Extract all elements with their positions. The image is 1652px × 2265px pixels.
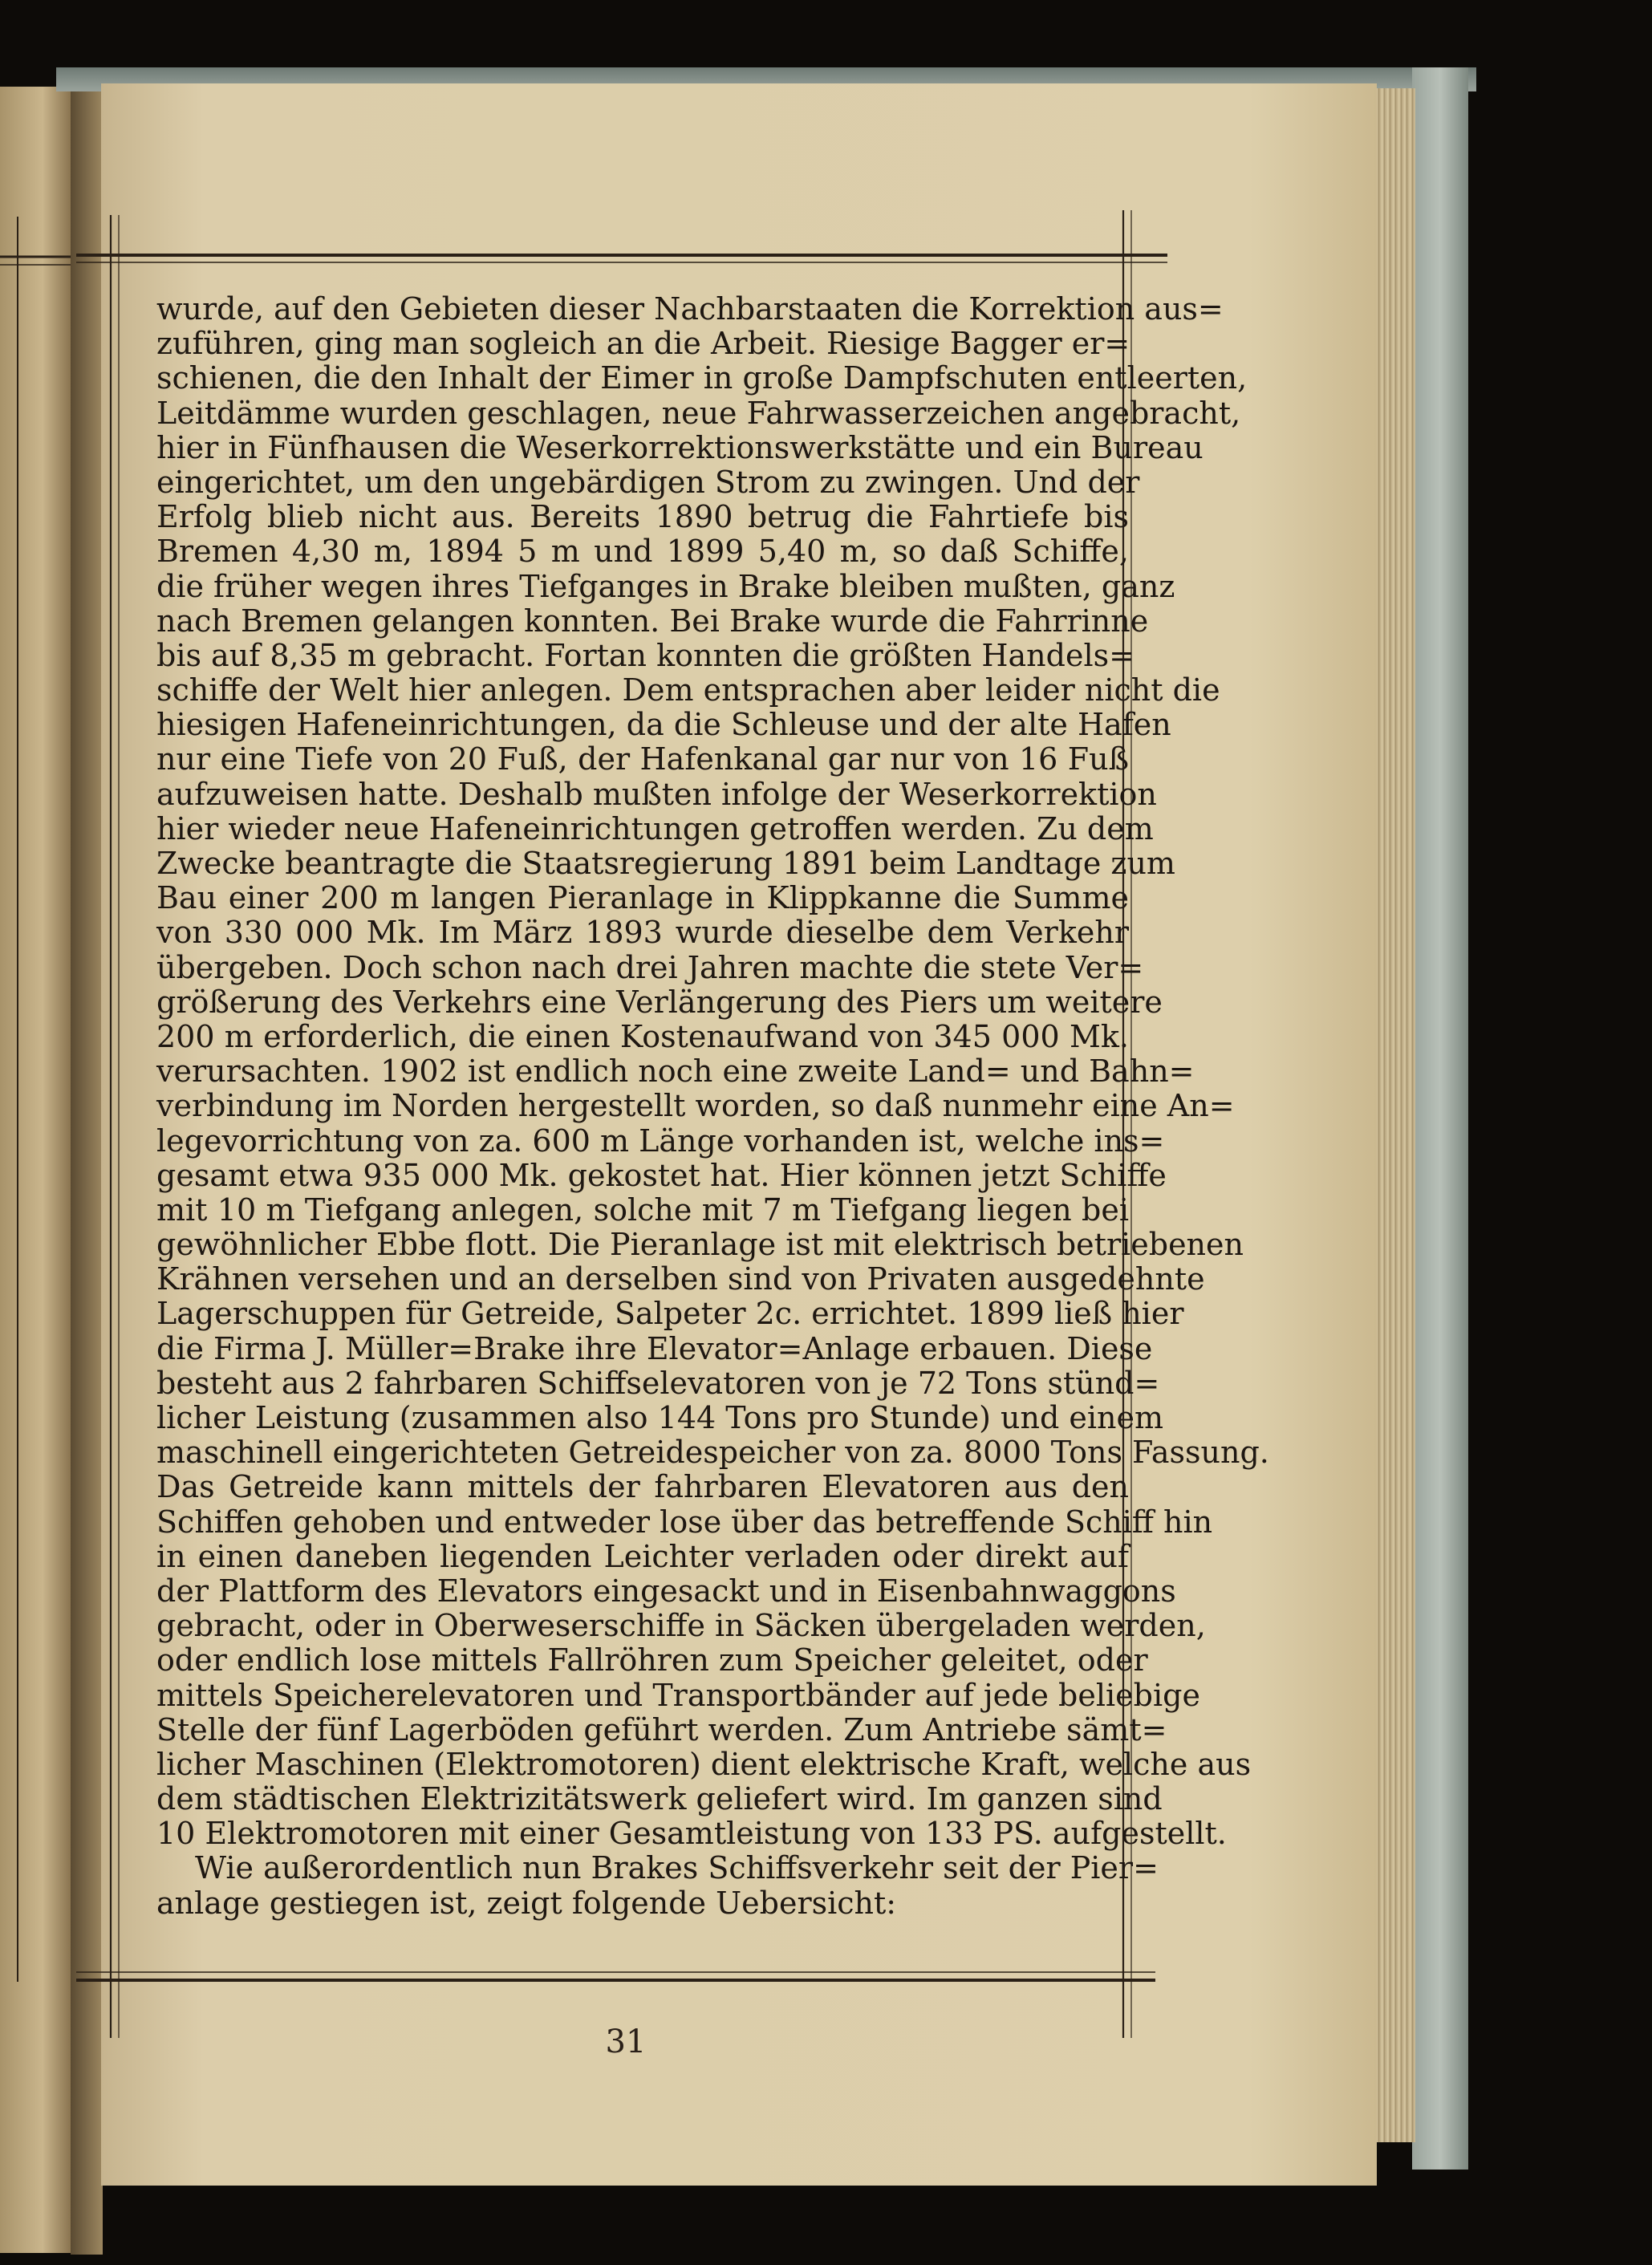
text-line: Leitdämme wurden geschlagen, neue Fahrwasserzeichen angebracht, — [156, 395, 1241, 431]
text-line: legevorrichtung von za. 600 m Länge vorhanden ist, welche ins= — [156, 1122, 1165, 1159]
page-number: 31 — [605, 2023, 647, 2060]
text-line: Lagerschuppen für Getreide, Salpeter 2c. errichtet. 1899 ließ hier — [156, 1296, 1184, 1332]
text-line: licher Leistung (zusammen also 144 Tons pro Stunde) und einem — [156, 1400, 1163, 1435]
text-line: von 330 000 Mk. Im März 1893 wurde dieselbe dem Verkehr — [156, 915, 1129, 951]
text-line: bis auf 8,35 m gebracht. Fortan konnten die größten Handels= — [156, 637, 1134, 673]
text-line: verursachten. 1902 ist endlich noch eine zweite Land= und Bahn= — [156, 1053, 1195, 1090]
text-line: hier in Fünfhausen die Weserkorrektionswerkstätte und ein Bureau — [156, 429, 1203, 465]
text-line: Stelle der fünf Lagerböden geführt werden. Zum Antriebe sämt= — [156, 1711, 1167, 1747]
text-line: licher Maschinen (Elektromotoren) dient elektrische Kraft, welche aus — [156, 1746, 1252, 1782]
text-line: eingerichtet, um den ungebärdigen Strom zu zwingen. Und der — [156, 464, 1140, 500]
text-line: anlage gestiegen ist, zeigt folgende Uebersicht: — [156, 1885, 897, 1921]
text-line: nach Bremen gelangen konnten. Bei Brake wurde die Fahrrinne — [156, 603, 1149, 639]
text-line: aufzuweisen hatte. Deshalb mußten infolge der Weserkorrektion — [156, 776, 1157, 812]
text-line: schienen, die den Inhalt der Eimer in große Dampfschuten entleerten, — [156, 360, 1248, 396]
text-line: größerung des Verkehrs eine Verlängerung des Piers um weitere — [156, 984, 1163, 1020]
text-line: die Firma J. Müller=Brake ihre Elevator=Anlage erbauen. Diese — [156, 1330, 1153, 1366]
text-line: Wie außerordentlich nun Brakes Schiffsverkehr seit der Pier= — [195, 1850, 1159, 1886]
text-line: besteht aus 2 fahrbaren Schiffselevatoren von je 72 Tons stünd= — [156, 1365, 1160, 1401]
text-line: Das Getreide kann mittels der fahrbaren Elevatoren aus den — [156, 1469, 1129, 1505]
text-line: dem städtischen Elektrizitätswerk geliefert wird. Im ganzen sind — [156, 1781, 1163, 1817]
text-line: Schiffen gehoben und entweder lose über das betreffende Schiff hin — [156, 1504, 1213, 1540]
text-line: mittels Speicherelevatoren und Transportbänder auf jede beliebige — [156, 1677, 1200, 1713]
text-line: der Plattform des Elevators eingesackt und in Eisenbahnwaggons — [156, 1573, 1176, 1609]
text-line: hier wieder neue Hafeneinrichtungen getroffen werden. Zu dem — [156, 810, 1154, 846]
text-line: gesamt etwa 935 000 Mk. gekostet hat. Hier können jetzt Schiffe — [156, 1157, 1167, 1193]
text-line: mit 10 m Tiefgang anlegen, solche mit 7 m Tiefgang liegen bei — [156, 1191, 1129, 1228]
text-line: Erfolg blieb nicht aus. Bereits 1890 betrug die Fahrtiefe bis — [156, 499, 1129, 535]
text-line: die früher wegen ihres Tiefganges in Brake bleiben mußten, ganz — [156, 568, 1175, 604]
text-line: zuführen, ging man sogleich an die Arbeit. Riesige Bagger er= — [156, 326, 1130, 362]
text-line: nur eine Tiefe von 20 Fuß, der Hafenkanal gar nur von 16 Fuß — [156, 741, 1129, 777]
text-line: 10 Elektromotoren mit einer Gesamtleistung von 133 PS. aufgestellt. — [156, 1816, 1227, 1852]
text-line: in einen daneben liegenden Leichter verladen oder direkt auf — [156, 1538, 1129, 1574]
text-line: oder endlich lose mittels Fallröhren zum Speicher geleitet, oder — [156, 1642, 1148, 1678]
text-line: verbindung im Norden hergestellt worden, so daß nunmehr eine An= — [156, 1088, 1235, 1124]
text-line: Bremen 4,30 m, 1894 5 m und 1899 5,40 m, so daß Schiffe, — [156, 534, 1129, 570]
text-line: hiesigen Hafeneinrichtungen, da die Schleuse und der alte Hafen — [156, 707, 1171, 743]
text-line: Krähnen versehen und an derselben sind von Privaten ausgedehnte — [156, 1261, 1205, 1297]
text-line: gewöhnlicher Ebbe flott. Die Pieranlage ist mit elektrisch betriebenen — [156, 1227, 1244, 1263]
text-line: Zwecke beantragte die Staatsregierung 1891 beim Landtage zum — [156, 846, 1175, 881]
text-line: 200 m erforderlich, die einen Kostenaufwand von 345 000 Mk. — [156, 1018, 1129, 1054]
text-line: maschinell eingerichteten Getreidespeicher von za. 8000 Tons Fassung. — [156, 1435, 1269, 1471]
text-line: wurde, auf den Gebieten dieser Nachbarstaaten die Korrektion aus= — [156, 291, 1224, 327]
text-line: übergeben. Doch schon nach drei Jahren machte die stete Ver= — [156, 949, 1144, 985]
text-line: gebracht, oder in Oberweserschiffe in Säcken übergeladen werden, — [156, 1608, 1206, 1644]
text-line: Bau einer 200 m langen Pieranlage in Klippkanne die Summe — [156, 880, 1129, 916]
body-text — [156, 291, 1269, 1921]
text-line: schiffe der Welt hier anlegen. Dem entsprachen aber leider nicht die — [156, 672, 1220, 708]
